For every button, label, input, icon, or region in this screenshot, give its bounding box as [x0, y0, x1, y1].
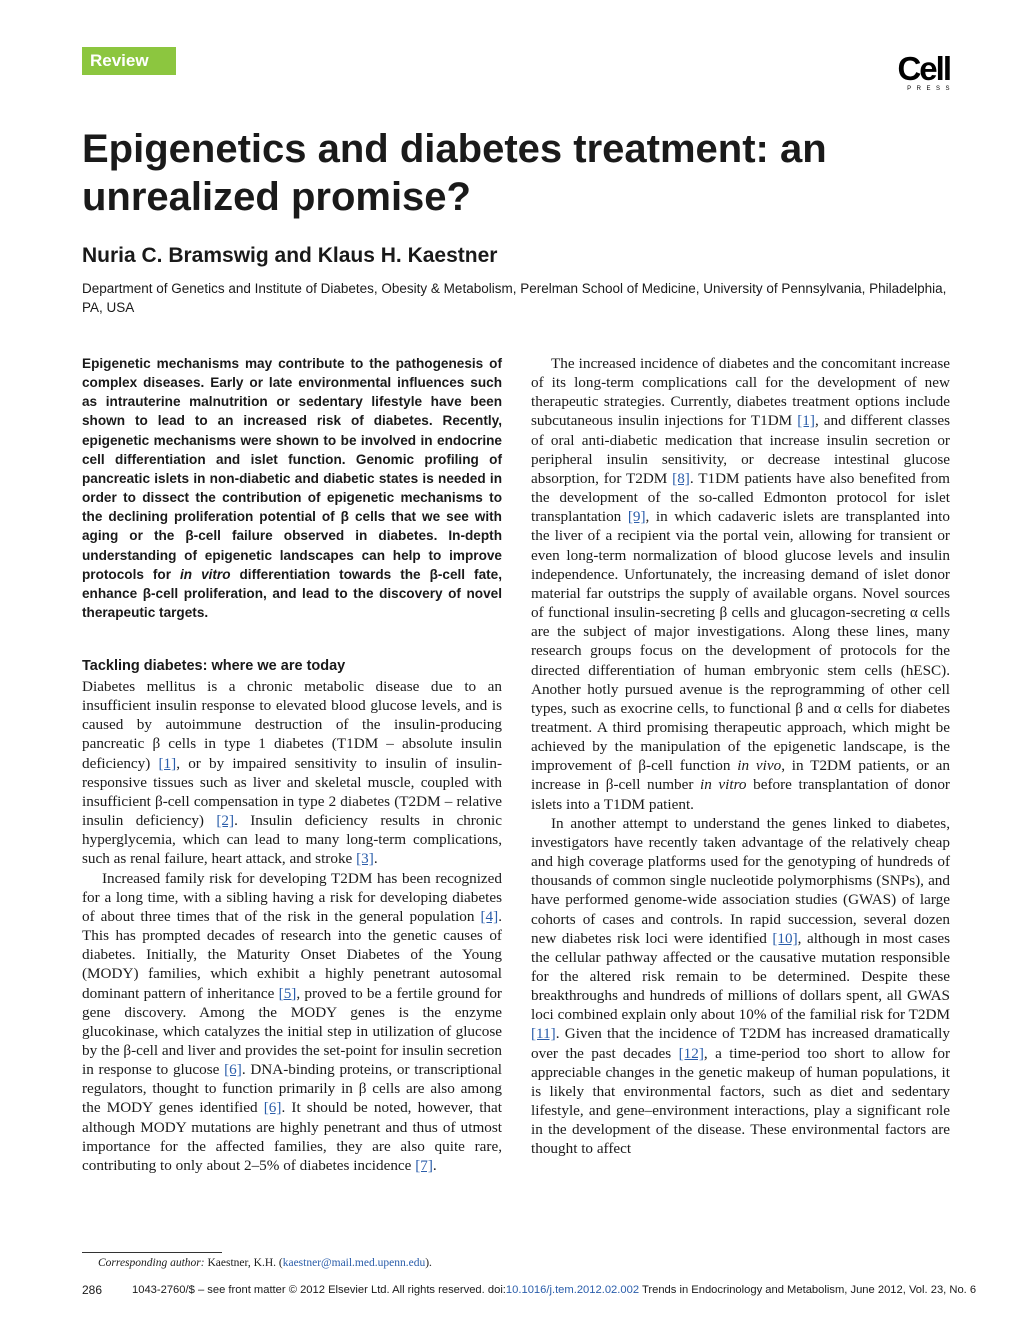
paragraph-text: , or by impaired sensitivity to insulin of insulin-responsive tissues such as liver and skeletal muscle, coupled with insufficient β-cell compensation in type 2 diabetes (T2DM – relative insulin deficiency)	[82, 754, 502, 830]
paragraph-text: , although in most cases the cellular pathway affected or the causative mutation responsible for the altered risk remain to be determined. Despite these breakthroughs and hundreds of millions of dollars spent, all GWAS loci combined explain only about 10% of the familial risk for T2DM	[531, 929, 951, 1024]
citation-link[interactable]: [12]	[678, 1044, 704, 1062]
citation-link[interactable]: [6]	[224, 1061, 242, 1079]
abstract-text: Epigenetic mechanisms may contribute to the pathogenesis of complex diseases. Early or late environmental influences such as intrauterine malnutrition or sedentary lifestyle have been shown to lead to an increased risk of diabetes. Recently, epigenetic mechanisms were shown to be involved in endocrine cell differentiation and islet function. Genomic profiling of pancreatic islets in non-diabetic and diabetic states is needed in order to dissect the contribution of epigenetic mechanisms to the declining proliferation potential of β cells that we see with aging or the β-cell failure observed in diabetes. In-depth understanding of epigenetic landscapes can help to improve protocols for	[82, 356, 502, 582]
paragraph-text: , in which cadaveric islets are transplanted into the liver of a recipient via the portal vein, allowing for transient or even long-term normalization of blood glucose levels and insulin independence. Unfortunately, the increasing demand of islet donor material far outstrips the supply of available organs. Novel sources of functional insulin-secreting β cells and glucagon-secreting α cells are the subject of major investigations. Along these lines, many research groups focus on the development of protocols for the directed differentiation of human embryonic stem cells (hESC). Another hotly pursued avenue is the reprogramming of other cell types, such as exocrine cells, to functional β and α cells for diabetes treatment. A third promising therapeutic approach, which might be achieved by the manipulation of the epigenetic landscape, is the improvement of β-cell function	[531, 508, 950, 775]
footer-info	[132, 1282, 977, 1298]
citation-link[interactable]: [4]	[480, 907, 499, 925]
paragraph-text: In another attempt to understand the genes linked to diabetes, investigators have recently taken advantage of the relatively cheap and high coverage platforms used for the genotyping of hundreds of thousands of common single nucleotide polymorphisms (SNPs), and have performed genome-wide association studies (GWAS) of large cohorts of cases and controls. In rapid succession, several dozen new diabetes risk loci were identified	[531, 814, 950, 947]
citation-link[interactable]: [3]	[356, 850, 374, 868]
paragraph	[531, 354, 950, 814]
paragraph-text: , proved to be a fertile ground for gene discovery. Among the MODY genes is the enzyme glucokinase, which catalyzes the initial step in utilization of glucose by the β-cell and liver and provides the set-point for insulin secretion in response to glucose	[82, 984, 502, 1079]
cell-press-logo	[890, 50, 955, 93]
review-badge: Review	[82, 47, 176, 75]
left-column	[82, 677, 502, 1175]
doi-link[interactable]: 10.1016/j.tem.2012.02.002	[505, 1284, 640, 1296]
citation-link[interactable]: [2]	[216, 812, 235, 830]
paragraph-text: . Given that the incidence of T2DM has increased dramatically over the past decades	[531, 1025, 950, 1062]
article-authors: Nuria C. Bramswig and Klaus H. Kaestner	[82, 244, 498, 267]
paragraph-text: Diabetes mellitus is a chronic metabolic disease due to an insufficient insulin response to elevated blood glucose levels, and is caused by autoimmune destruction of the insulin-producing pancreatic β cells in type 1 diabetes (T1DM – absolute insulin deficiency)	[82, 678, 502, 772]
paragraph-text: . Insulin deficiency results in chronic hyperglycemia, which can lead to many long-term complications, such as renal failure, heart attack, and stroke	[82, 812, 503, 868]
paragraph-text: , in T2DM patients, or an increase in β-cell number	[531, 757, 951, 794]
citation-link[interactable]: [5]	[278, 984, 297, 1002]
paragraph-text: .	[373, 850, 378, 868]
logo-sub-text: PRESS	[907, 86, 955, 92]
paragraph-text: The increased incidence of diabetes and the concomitant increase of its long-term complications call for the development of new therapeutic strategies. Currently, diabetes treatment options include subcutaneous insulin injections for T1DM	[531, 355, 950, 430]
footnote-divider	[82, 1252, 222, 1253]
abstract-text: differentiation towards the β-cell fate, enhance β-cell proliferation, and lead to the discovery of novel therapeutic targets.	[82, 566, 502, 621]
right-column	[531, 354, 950, 1159]
section-heading: Tackling diabetes: where we are today	[82, 658, 346, 674]
logo-main-text: Cell	[897, 50, 950, 87]
citation-link[interactable]: [6]	[263, 1099, 282, 1117]
paragraph-emphasis: in vitro	[700, 776, 747, 794]
paragraph-text: before transplantation of donor islets into a T1DM patient.	[531, 776, 950, 813]
author-affiliation: Department of Genetics and Institute of Diabetes, Obesity & Metabolism, Perelman School of Medicine, University of Pennsylvania, Philadelphia, PA, USA	[82, 281, 947, 315]
paragraph-text: , a time-period too short to allow for appreciable changes in the genetic makeup of human populations, it is likely that environmental factors, such as diet and sedentary lifestyle, and gene–environment interactions, play a significant role in the development of the disease. These environmental factors are thought to affect	[531, 1044, 950, 1158]
corresponding-author-footnote	[98, 1256, 528, 1271]
paragraph-text: Increased family risk for developing T2DM has been recognized for a long time, with a sibling having a risk for developing diabetes of about three times that of the risk in the general population	[82, 869, 502, 925]
paragraph-text: . This has prompted decades of research into the genetic causes of diabetes. Initially, the Maturity Onset Diabetes of the Young (MODY) families, which exhibit a highly penetrant autosomal dominant pattern of inheritance	[82, 907, 502, 1002]
citation-link[interactable]: [9]	[627, 508, 646, 526]
citation-link[interactable]: [8]	[672, 469, 690, 487]
article-title: Epigenetics and diabetes treatment: an unrealized promise?	[82, 127, 827, 219]
author-email-link[interactable]: kaestner@mail.med.upenn.edu	[282, 1257, 426, 1269]
paragraph	[82, 677, 502, 869]
paragraph-text: , and different classes of oral anti-diabetic medication that increase insulin secretion or peripheral insulin sensitivity, or decrease intestinal glucose absorption, for T2DM	[531, 412, 950, 487]
citation-link[interactable]: [1]	[797, 412, 815, 430]
paragraph-emphasis: in vivo	[737, 757, 782, 775]
paragraph-text: . It should be noted, however, that although MODY mutations are highly penetrant and thus of utmost importance for the affected families, they are also quite rare, contributing to only about 2–5% of diabetes incidence	[82, 1099, 502, 1174]
citation-link[interactable]: [10]	[772, 929, 798, 947]
abstract	[82, 354, 502, 622]
abstract-emphasis: in vitro	[180, 566, 231, 582]
paragraph	[531, 814, 950, 1159]
citation-link[interactable]: [11]	[531, 1025, 556, 1043]
paragraph	[82, 869, 502, 1176]
footnote-text: Kaestner, K.H. (	[204, 1257, 283, 1269]
paragraph-text: .	[432, 1156, 437, 1174]
paragraph-text: . DNA-binding proteins, or transcriptional regulators, thought to function primarily in β cells are also among the MODY genes identified	[82, 1061, 502, 1117]
page-footer	[82, 1282, 977, 1298]
copyright-text: 1043-2760/$ – see front matter © 2012 Elsevier Ltd. All rights reserved. doi:	[132, 1284, 506, 1296]
citation-link[interactable]: [1]	[158, 754, 177, 772]
footnote-label: Corresponding author:	[98, 1257, 205, 1269]
page-number: 286	[82, 1283, 103, 1297]
journal-citation: Trends in Endocrinology and Metabolism, June 2012, Vol. 23, No. 6	[639, 1284, 977, 1296]
citation-link[interactable]: [7]	[415, 1156, 433, 1174]
footnote-text: ).	[425, 1257, 432, 1269]
paragraph-text: . T1DM patients have also benefited from the development of the so-called Edmonton protocol for islet transplantation	[531, 469, 950, 526]
